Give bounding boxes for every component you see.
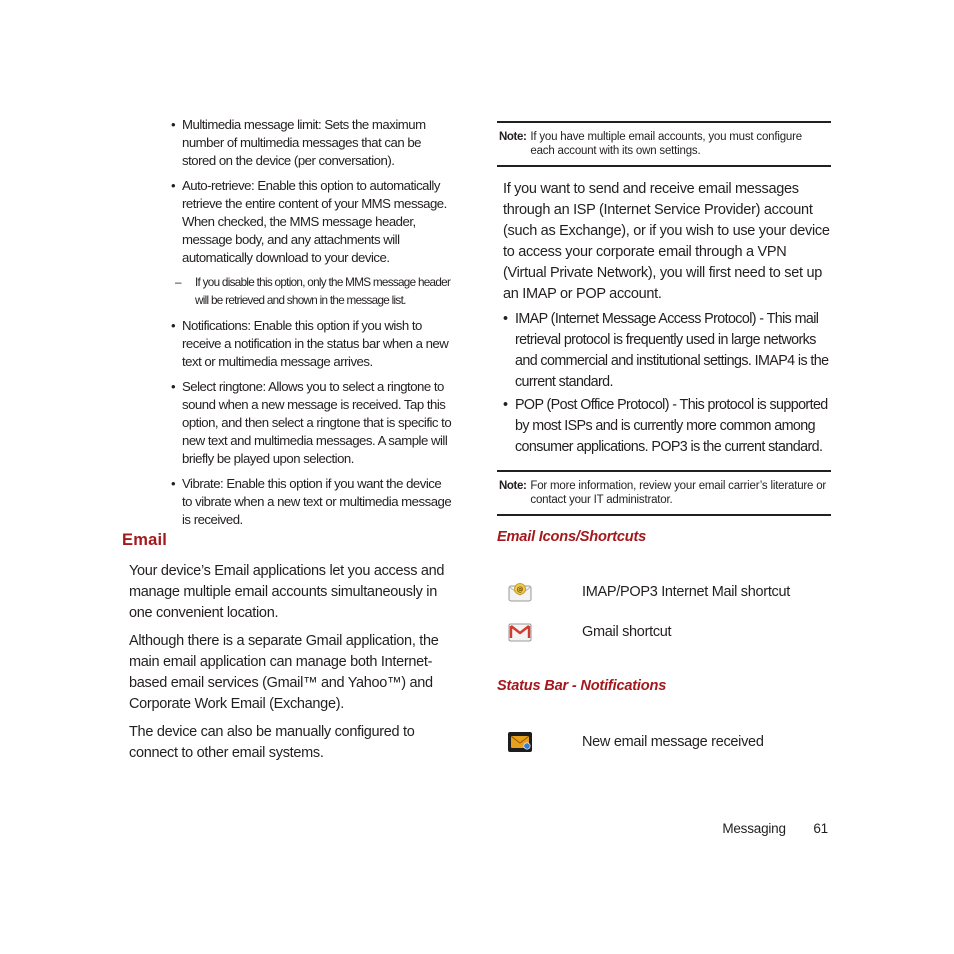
status-label: New email message received <box>582 734 764 750</box>
list-item-text: Auto-retrieve: Enable this option to automatically retrieve the entire content of your MMS message. When checked, the MMS message header, message body, and any attachments will automatically download to your device. <box>182 178 447 265</box>
paragraph: The device can also be manually configured to connect to other email systems. <box>129 724 415 761</box>
list-item-text: Multimedia message limit: Sets the maximum number of multimedia messages that can be stored on the device (per conversation). <box>182 117 426 168</box>
note-label: Note: <box>499 480 527 492</box>
note-text: For more information, review your email carrier’s literature or contact your IT administrator. <box>530 480 827 506</box>
list-item: • Notifications: Enable this option if you wish to receive a notification in the status bar when a new text or multimedia message arrives. <box>171 318 449 369</box>
footer-section: Messaging <box>722 821 786 836</box>
email-section-body <box>129 561 459 771</box>
paragraph: Your device’s Email applications let you access and manage multiple email accounts simultaneously in one convenient location. <box>129 563 445 621</box>
note-label: Note: <box>499 131 527 143</box>
imap-mail-icon <box>508 581 532 603</box>
list-item: • Multimedia message limit: Sets the maximum number of multimedia messages that can be stored on the device (per conversation). <box>171 117 426 168</box>
isp-paragraph: If you want to send and receive email messages through an ISP (Internet Service Provider) account (such as Exchange), or if you wish to use your device to access your corporate email through a VPN (Virtual Private Network), you will first need to set up an IMAP or POP account. <box>503 181 830 302</box>
right-column <box>497 121 831 460</box>
svg-text:@: @ <box>516 585 524 594</box>
email-icons-heading: Email Icons/Shortcuts <box>497 529 647 545</box>
shortcut-label: Gmail shortcut <box>582 624 672 640</box>
list-item-text: Notifications: Enable this option if you wish to receive a notification in the status bar when a new text or multimedia message arrives. <box>182 318 449 369</box>
list-item-text: POP (Post Office Protocol) - This protocol is supported by most ISPs and is currently more common among consumer applications. POP3 is the current standard. <box>515 397 828 455</box>
sub-note: – If you disable this option, only the MMS message header will be retrieved and shown in the message list. <box>175 276 451 307</box>
note-multiple-accounts <box>497 121 831 167</box>
email-section-heading: Email <box>122 531 168 549</box>
list-item: • Vibrate: Enable this option if you want the device to vibrate when a new text or multimedia message is received. <box>171 476 452 527</box>
protocol-list <box>503 309 831 458</box>
list-item: • Select ringtone: Allows you to select a ringtone to sound when a new message is received. Tap this option, and then select a ringtone that is specific to new text and multimedia messages. A sample will briefly be played upon selection. <box>171 379 452 466</box>
list-item: • POP (Post Office Protocol) - This protocol is supported by most ISPs and is currently more common among consumer applications. POP3 is the current standard. <box>503 397 828 455</box>
status-row-new-email <box>497 731 764 753</box>
note-carrier-info <box>497 470 831 516</box>
gmail-icon <box>508 621 532 643</box>
status-bar-heading: Status Bar - Notifications <box>497 678 667 694</box>
new-email-notification-icon <box>508 731 532 753</box>
page-footer <box>722 821 828 836</box>
shortcut-row-imap <box>497 581 790 603</box>
list-item-text: Vibrate: Enable this option if you want the device to vibrate when a new text or multimedia message is received. <box>182 476 452 527</box>
list-item-text: IMAP (Internet Message Access Protocol) - This mail retrieval protocol is frequently used in large networks and commercial and institutional settings. IMAP4 is the current standard. <box>515 311 829 390</box>
sub-note-text: If you disable this option, only the MMS message header will be retrieved and shown in the message list. <box>195 276 451 307</box>
shortcut-label: IMAP/POP3 Internet Mail shortcut <box>582 584 790 600</box>
list-item-text: Select ringtone: Allows you to select a ringtone to sound when a new message is received. Tap this option, and then select a ringtone that is specific to new text and multimedia messages. A sample will briefly be played upon selection. <box>182 379 452 466</box>
list-item: • Auto-retrieve: Enable this option to automatically retrieve the entire content of your MMS message. When checked, the MMS message header, message body, and any attachments will automatically download to your device. <box>171 178 447 265</box>
paragraph: Although there is a separate Gmail application, the main email application can manage both Internet-based email services (Gmail™ and Yahoo™) and Corporate Work Email (Exchange). <box>129 633 439 712</box>
messaging-settings-list <box>172 116 452 536</box>
note-carrier-info-wrap <box>497 470 831 516</box>
page-number: 61 <box>813 821 828 836</box>
list-item: • IMAP (Internet Message Access Protocol) - This mail retrieval protocol is frequently used in large networks and commercial and institutional settings. IMAP4 is the current standard. <box>503 311 829 390</box>
shortcut-row-gmail <box>497 621 672 643</box>
note-text: If you have multiple email accounts, you must configure each account with its own settings. <box>530 131 802 157</box>
